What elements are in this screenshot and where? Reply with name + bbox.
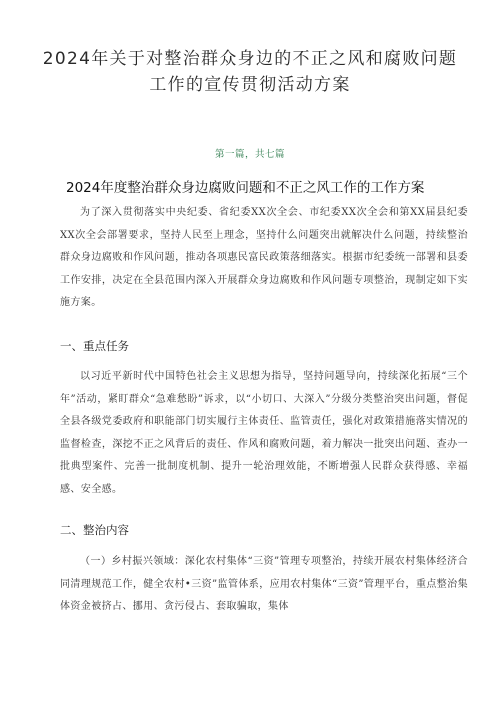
document-title-line-1: 2024年关于对整治群众身边的不正之风和腐败问题 — [42, 49, 458, 69]
section-heading-rectification: 二、整治内容 — [60, 523, 129, 537]
document-title-line-2: 工作的宣传贯彻活动方案 — [149, 75, 351, 95]
document-title — [30, 46, 470, 98]
section-heading-key-tasks: 一、重点任务 — [60, 339, 129, 353]
chapter-label: 第一篇，共七篇 — [214, 149, 285, 160]
section-title: 2024年度整治群众身边腐败问题和不正之风工作的工作方案 — [66, 180, 425, 196]
rectification-paragraph: （一）乡村振兴领域：深化农村集体“三资”管理专项整治，持续开展农村集体经济合同清理规范工作，健全农村•三资”监管体系，应用农村集体“三资”管理平台，重点整治集体资金被挤占、挪用、贪污侵占、套取骗取，集体 — [60, 556, 468, 612]
key-tasks-paragraph: 以习近平新时代中国特色社会主义思想为指导，坚持问题导向，持续深化拓展“三个年”活动，紧盯群众“急难愁盼”诉求，以“小切口、大深入”分级分类整治突出问题，督促全县各级党委政府和职能部门切实履行主体责任、监管责任，强化对政策措施落实情况的监督检查，深挖不正之风背后的责任、作风和腐败问题，着力解决一批突出问题、查办一批典型案件、完善一批制度机制、提升一轮治理效能，不断增强人民群众获得感、幸福感、安全感。 — [60, 371, 468, 495]
intro-paragraph: 为了深入贯彻落实中央纪委、省纪委XX次全会、市纪委XX次全会和第XX届县纪委XX次全会部署要求，坚持人民至上理念，坚持什么问题突出就解决什么问题，持续整治群众身边腐败和作风问题，推动各项惠民富民政策落细落实。根据市纪委统一部署和县委工作安排，决定在全县范围内深入开展群众身边腐败和作风问题专项整治，现制定如下实施方案。 — [60, 207, 468, 308]
